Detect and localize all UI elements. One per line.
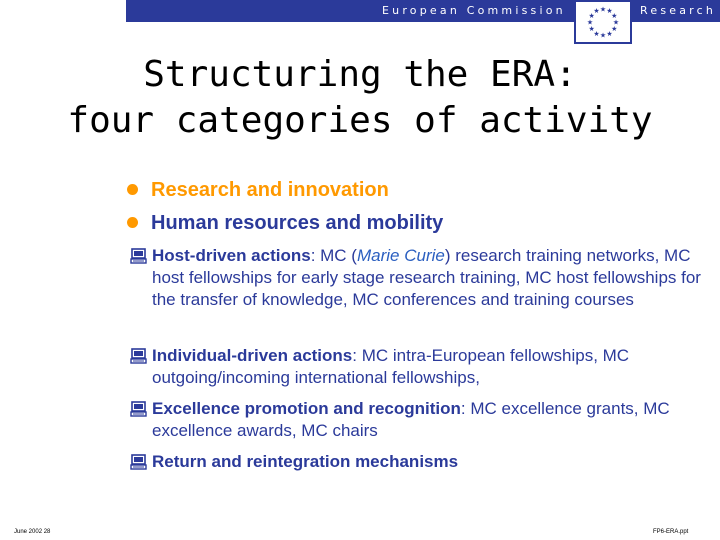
page-title: [0, 52, 720, 144]
sub-item-text: [152, 245, 720, 311]
flag-star-icon: ★: [588, 25, 595, 33]
sub-item-lead: Excellence promotion and recognition: [152, 399, 461, 418]
flag-star-icon: ★: [593, 7, 600, 16]
sub-item-emphasis: Marie Curie: [356, 246, 445, 265]
sub-item-text: [152, 451, 720, 473]
flag-star-icon: ★: [593, 29, 600, 38]
sub-item-rest: : MC excellence grants, MC excellence awards, MC chairs: [152, 399, 670, 440]
sub-item-rest: : MC intra-European fellowships, MC outgoing/incoming international fellowships,: [152, 346, 630, 387]
computer-icon: [130, 248, 147, 264]
sub-item-sep: : MC (: [310, 246, 357, 265]
flag-star-icon: ★: [599, 31, 607, 40]
title-line-2: four categories of activity: [67, 100, 653, 141]
footer-date: June 2002 28: [14, 529, 51, 535]
sub-item-lead: Individual-driven actions: [152, 346, 353, 365]
flag-star-icon: ★: [606, 29, 613, 38]
flag-star-icon: ★: [612, 18, 620, 27]
flag-star-icon: ★: [586, 18, 594, 27]
flag-star-icon: ★: [588, 12, 595, 20]
computer-icon: [130, 401, 147, 417]
orange-dot-icon: [127, 184, 138, 195]
sub-item-lead: Host-driven actions: [152, 246, 311, 265]
computer-icon: [130, 348, 147, 364]
bullet-label: Human resources and mobility: [151, 212, 444, 234]
flag-star-icon: ★: [611, 12, 618, 20]
header-section: Research: [640, 4, 717, 17]
flag-star-icon: ★: [611, 25, 618, 33]
header-org: European Commission: [382, 4, 566, 17]
bullet-label: Research and innovation: [151, 179, 389, 201]
sub-item-text: [152, 398, 720, 442]
eu-flag-icon: [574, 0, 632, 44]
sub-item-lead: Return and reintegration mechanisms: [152, 452, 459, 471]
orange-dot-icon: [127, 217, 138, 228]
title-line-1: Structuring the ERA:: [143, 54, 577, 95]
computer-icon: [130, 454, 147, 470]
sub-item-text: [152, 345, 720, 389]
flag-star-icon: ★: [606, 7, 613, 16]
footer-filename: FP6-ERA.ppt: [653, 529, 689, 535]
flag-star-icon: ★: [599, 5, 607, 14]
sub-item-rest: ) research training networks, MC host fellowships for early stage research training, MC host fellowships for the transfer of knowledge, MC conferences and training courses: [152, 246, 701, 309]
